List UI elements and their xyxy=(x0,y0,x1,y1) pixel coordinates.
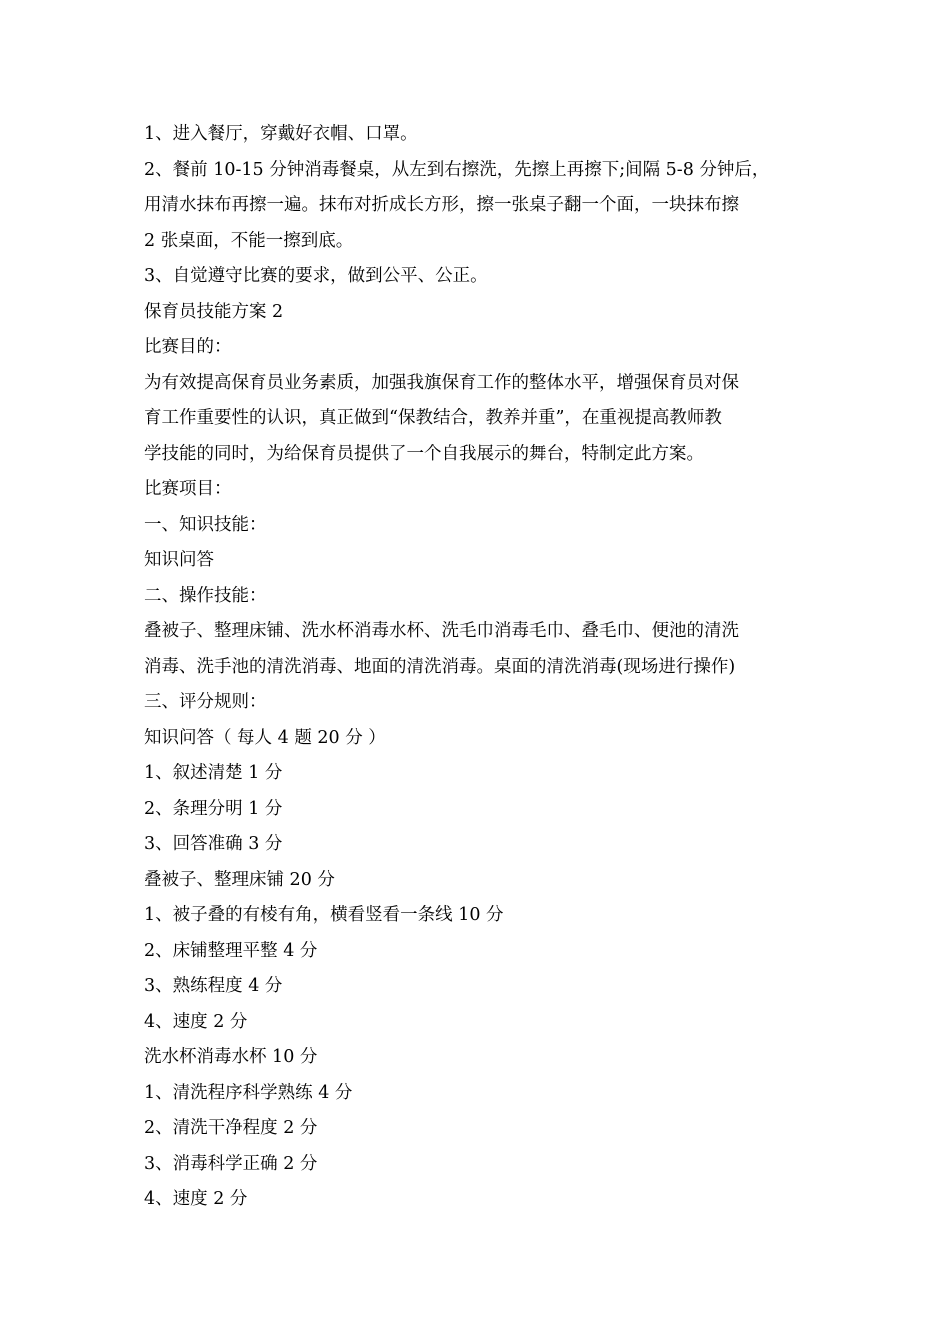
document-body xyxy=(144,117,809,1218)
heading-items: 比赛项目： xyxy=(144,479,232,499)
section-1-item: 知识问答 xyxy=(144,550,214,570)
cup-title: 洗水杯消毒水杯 10 分 xyxy=(144,1047,318,1067)
purpose-line-b: 育工作重要性的认识，真正做到“保教结合，教养并重”，在重视提高教师教 xyxy=(144,408,722,428)
qa-criterion-1: 1、叙述清楚 1 分 xyxy=(144,763,283,783)
rule-line-2a: 2、餐前 10-15 分钟消毒餐桌，从左到右擦洗，先擦上再擦下;间隔 5-8 分钟后， xyxy=(144,159,770,180)
section-1-heading: 一、知识技能： xyxy=(144,514,267,535)
bed-criterion-3: 3、熟练程度 4 分 xyxy=(144,976,283,996)
rule-line-2c: 2 张桌面，不能一擦到底。 xyxy=(144,230,354,251)
cup-criterion-3: 3、消毒科学正确 2 分 xyxy=(144,1153,318,1174)
bed-criterion-4: 4、速度 2 分 xyxy=(144,1011,248,1032)
qa-criterion-3: 3、回答准确 3 分 xyxy=(144,834,283,854)
qa-title: 知识问答（ 每人 4 题 20 分 ） xyxy=(144,727,386,748)
rule-line-2b: 用清水抹布再擦一遍。抹布对折成长方形，擦一张桌子翻一个面，一块抹布擦 xyxy=(144,195,739,215)
section-2-line-a: 叠被子、整理床铺、洗水杯消毒水杯、洗毛巾消毒毛巾、叠毛巾、便池的清洗 xyxy=(144,621,739,641)
bed-criterion-2: 2、床铺整理平整 4 分 xyxy=(144,940,318,961)
section-title-plan2: 保育员技能方案 2 xyxy=(144,301,284,322)
bed-title: 叠被子、整理床铺 20 分 xyxy=(144,869,335,890)
qa-criterion-2: 2、条理分明 1 分 xyxy=(144,798,283,819)
heading-purpose: 比赛目的： xyxy=(144,337,232,357)
section-2-heading: 二、操作技能： xyxy=(144,585,267,606)
section-3-heading: 三、评分规则： xyxy=(144,692,267,712)
purpose-line-a: 为有效提高保育员业务素质，加强我旗保育工作的整体水平，增强保育员对保 xyxy=(144,372,739,393)
cup-criterion-1: 1、清洗程序科学熟练 4 分 xyxy=(144,1082,353,1103)
purpose-line-c: 学技能的同时，为给保育员提供了一个自我展示的舞台，特制定此方案。 xyxy=(144,443,704,464)
cup-criterion-4: 4、速度 2 分 xyxy=(144,1189,248,1209)
rule-line-3: 3、自觉遵守比赛的要求，做到公平、公正。 xyxy=(144,266,488,286)
cup-criterion-2: 2、清洗干净程度 2 分 xyxy=(144,1118,318,1138)
section-2-line-b: 消毒、洗手池的清洗消毒、地面的清洗消毒。桌面的清洗消毒(现场进行操作) xyxy=(144,656,736,677)
bed-criterion-1: 1、被子叠的有棱有角，横看竖看一条线 10 分 xyxy=(144,905,504,925)
rule-line-1: 1、进入餐厅，穿戴好衣帽、口罩。 xyxy=(144,124,418,144)
